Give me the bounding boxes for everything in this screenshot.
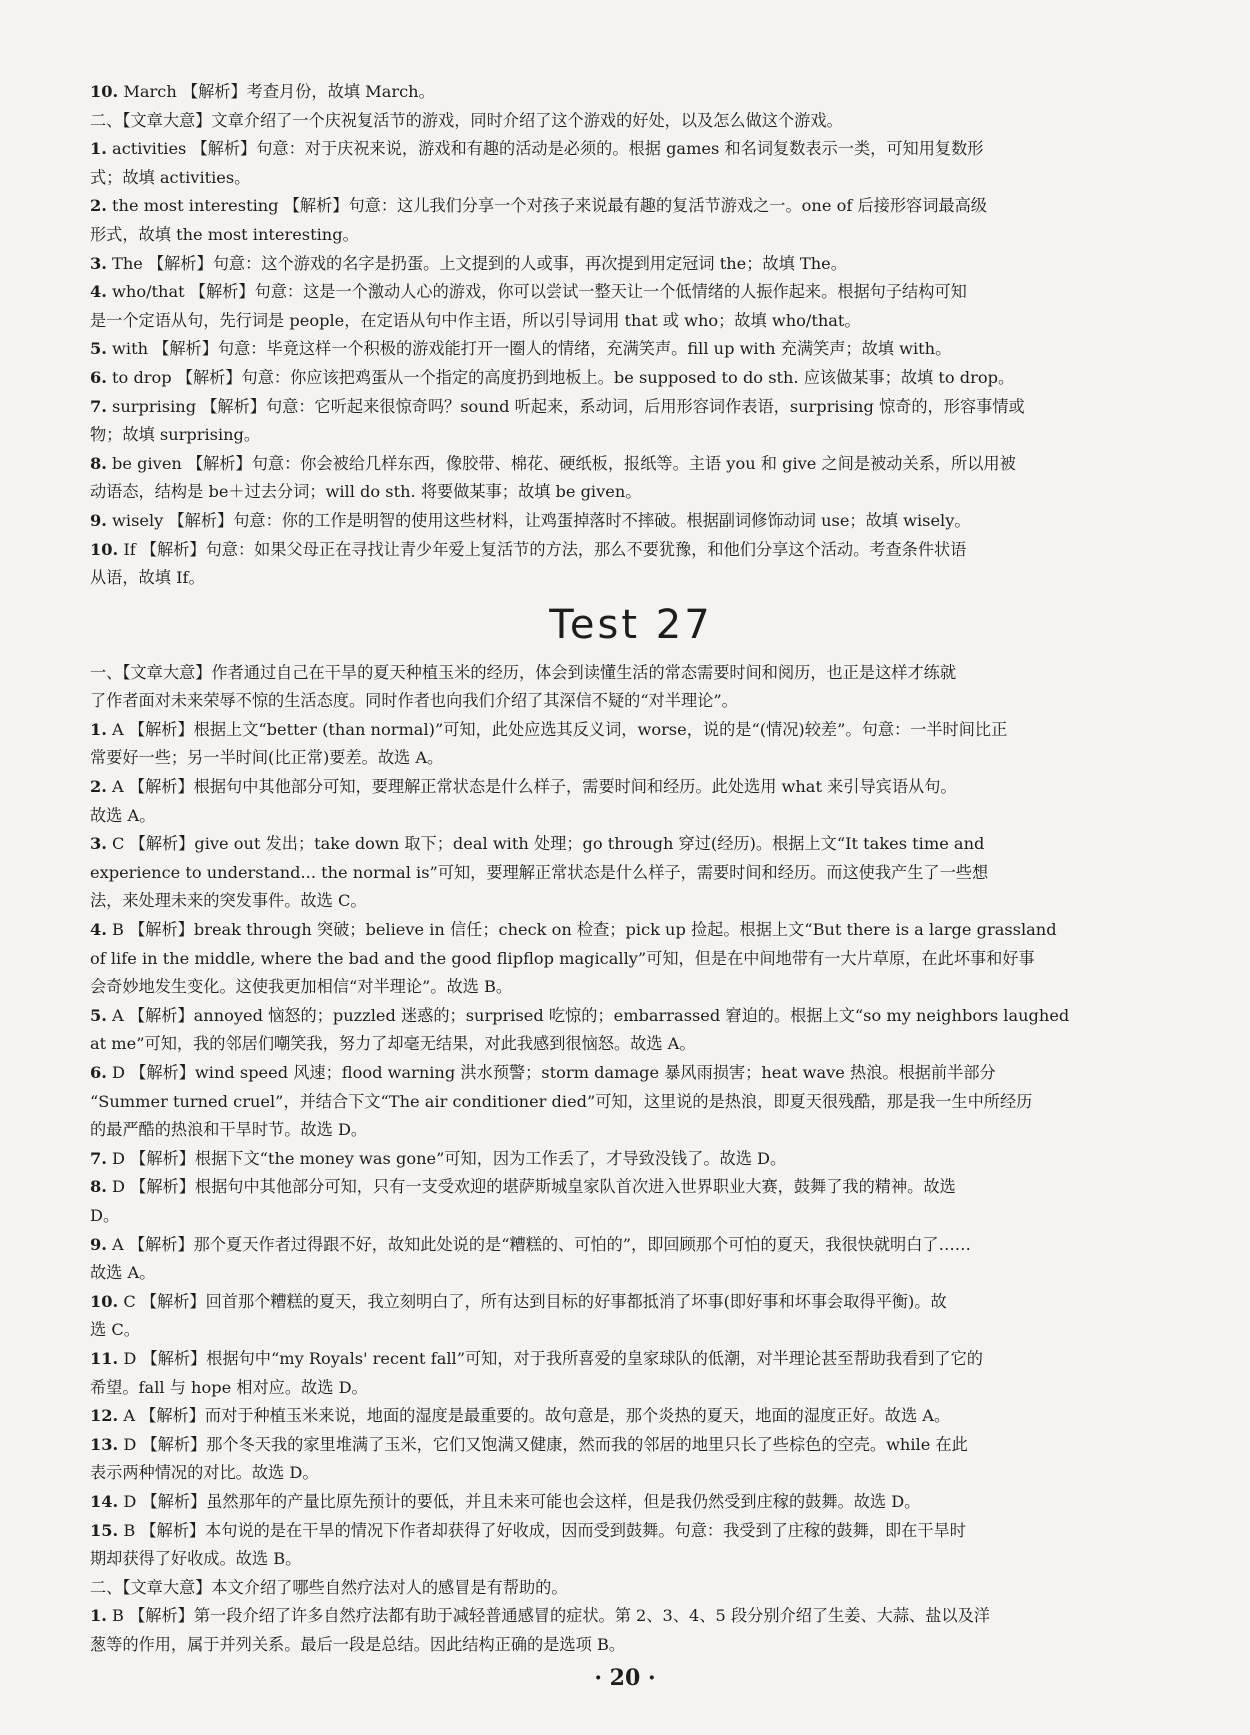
text-line xyxy=(90,1602,1172,1631)
line-text: A 【解析】根据句中其他部分可知，要理解正常状态是什么样子，需要时间和经历。此处选用 what 来引导宾语从句。 xyxy=(106,777,957,797)
line-text: 动语态，结构是 be＋过去分词；will do sth. 将要做某事；故填 be given。 xyxy=(90,482,642,502)
text-line xyxy=(90,1402,1172,1431)
text-line xyxy=(90,1231,1172,1260)
line-text: 希望。fall 与 hope 相对应。故选 D。 xyxy=(90,1377,368,1397)
text-line xyxy=(90,1173,1172,1202)
text-line xyxy=(90,1631,1172,1660)
text-line xyxy=(90,1202,1172,1231)
line-text: 葱等的作用，属于并列关系。最后一段是总结。因此结构正确的是选项 B。 xyxy=(90,1634,626,1654)
text-line xyxy=(90,1545,1172,1574)
line-text: 会奇妙地发生变化。这使我更加相信“对半理论”。故选 B。 xyxy=(90,977,513,997)
item-number: 1. xyxy=(90,139,107,159)
text-line xyxy=(90,773,1172,802)
line-text: 一、【文章大意】作者通过自己在干旱的夏天种植玉米的经历，体会到读懂生活的常态需要时间和阅历，也正是这样才练就 xyxy=(90,662,957,682)
item-number: 15. xyxy=(90,1520,119,1540)
text-line xyxy=(90,250,1172,279)
line-text: surprising 【解析】句意：它听起来很惊奇吗？sound 听起来，系动词，后用形容词作表语，surprising 惊奇的，形容事情或 xyxy=(106,396,1025,416)
text-line xyxy=(90,945,1172,974)
text-line xyxy=(90,1259,1172,1288)
item-number: 7. xyxy=(90,1148,107,1168)
line-text: 选 C。 xyxy=(90,1320,140,1340)
text-line xyxy=(90,744,1172,773)
line-text: “Summer turned cruel”，并结合下文“The air conditioner died”可知，这里说的是热浪，即夏天很残酷，那是我一生中所经历 xyxy=(90,1091,1033,1111)
line-text: 常要好一些；另一半时间(比正常)要差。故选 A。 xyxy=(90,748,444,768)
text-line xyxy=(90,1030,1172,1059)
item-number: 10. xyxy=(90,1291,119,1311)
text-line xyxy=(90,1059,1172,1088)
text-line xyxy=(90,916,1172,945)
item-number: 9. xyxy=(90,510,107,530)
item-number: 7. xyxy=(90,396,107,416)
item-number: 8. xyxy=(90,1177,107,1197)
text-line xyxy=(90,1574,1172,1603)
text-line xyxy=(90,564,1172,593)
text-line xyxy=(90,687,1172,716)
item-number: 6. xyxy=(90,1063,107,1082)
line-text: 故选 A。 xyxy=(90,805,156,825)
item-number: 1. xyxy=(90,719,107,739)
text-line xyxy=(90,393,1172,422)
text-line xyxy=(90,78,1172,107)
line-text: 从语，故填 If。 xyxy=(90,568,205,588)
line-text: A 【解析】而对于种植玉米来说，地面的湿度是最重要的。故句意是，那个炎热的夏天，地面的湿度正好。故选 A。 xyxy=(118,1406,951,1426)
line-text: A 【解析】根据上文“better (than normal)”可知，此处应选其反义词，worse，说的是“(情况)较差”。句意：一半时间比正 xyxy=(106,719,1008,739)
line-text: March 【解析】考查月份，故填 March。 xyxy=(118,82,435,101)
line-text: C 【解析】give out 发出；take down 取下；deal with 处理；go through 穿过(经历)。根据上文“It takes time and xyxy=(106,834,985,854)
text-line xyxy=(90,278,1172,307)
line-text: 物；故填 surprising。 xyxy=(90,425,261,445)
line-text: the most interesting 【解析】句意：这儿我们分享一个对孩子来说最有趣的复活节游戏之一。one of 后接形容词最高级 xyxy=(106,196,987,216)
text-line xyxy=(90,221,1172,250)
text-line xyxy=(90,1088,1172,1117)
line-text: D 【解析】根据句中其他部分可知，只有一支受欢迎的堪萨斯城皇家队首次进入世界职业大赛，鼓舞了我的精神。故选 xyxy=(106,1177,956,1197)
text-line xyxy=(90,830,1172,859)
text-line xyxy=(90,1316,1172,1345)
item-number: 12. xyxy=(90,1406,119,1426)
item-number: 2. xyxy=(90,777,107,797)
test-title: Test 27 xyxy=(549,601,713,648)
text-line xyxy=(90,659,1172,688)
text-line xyxy=(90,536,1172,565)
page-number: · 20 · xyxy=(594,1665,656,1691)
line-text: 二、【文章大意】本文介绍了哪些自然疗法对人的感冒是有帮助的。 xyxy=(90,1577,568,1597)
item-number: 3. xyxy=(90,253,107,273)
line-text: who/that 【解析】句意：这是一个激动人心的游戏，你可以尝试一整天让一个低情绪的人振作起来。根据句子结构可知 xyxy=(106,282,967,302)
text-line xyxy=(90,1374,1172,1403)
item-number: 5. xyxy=(90,339,107,359)
text-line xyxy=(90,421,1172,450)
text-line xyxy=(90,802,1172,831)
line-text: D 【解析】那个冬天我的家里堆满了玉米，它们又饱满又健康，然而我的邻居的地里只长了些棕色的空壳。while 在此 xyxy=(118,1434,968,1454)
line-text: with 【解析】句意：毕竟这样一个积极的游戏能打开一圈人的情绪，充满笑声。fill up with 充满笑声；故填 with。 xyxy=(106,339,952,359)
line-text: wisely 【解析】句意：你的工作是明智的使用这些材料，让鸡蛋掉落时不摔破。根据副词修饰动词 use；故填 wisely。 xyxy=(106,510,971,530)
text-line xyxy=(90,859,1172,888)
line-text: D 【解析】wind speed 风速；flood warning 洪水预警；storm damage 暴风雨损害；heat wave 热浪。根据前半部分 xyxy=(106,1063,996,1082)
item-number: 6. xyxy=(90,367,107,387)
item-number: 13. xyxy=(90,1434,119,1454)
text-line xyxy=(90,364,1172,393)
item-number: 14. xyxy=(90,1491,119,1511)
text-line xyxy=(90,450,1172,479)
text-line xyxy=(90,164,1172,193)
item-number: 4. xyxy=(90,920,107,940)
line-text: be given 【解析】句意：你会被给几样东西，像胶带、棉花、硬纸板，报纸等。主语 you 和 give 之间是被动关系，所以用被 xyxy=(106,453,1016,473)
text-line xyxy=(90,1431,1172,1460)
text-line xyxy=(90,192,1172,221)
line-text: at me”可知，我的邻居们嘲笑我，努力了却毫无结果，对此我感到很恼怒。故选 A。 xyxy=(90,1034,696,1054)
text-line xyxy=(90,1116,1172,1145)
text-line xyxy=(90,716,1172,745)
item-number: 9. xyxy=(90,1234,107,1254)
text-line xyxy=(90,1345,1172,1374)
line-text: D 【解析】虽然那年的产量比原先预计的要低，并且未来可能也会这样，但是我仍然受到庄稼的鼓舞。故选 D。 xyxy=(118,1491,921,1511)
line-text: 表示两种情况的对比。故选 D。 xyxy=(90,1463,319,1483)
line-text: 了作者面对未来荣辱不惊的生活态度。同时作者也向我们介绍了其深信不疑的“对半理论”。 xyxy=(90,691,738,711)
text-line xyxy=(90,507,1172,536)
item-number: 3. xyxy=(90,834,107,854)
line-text: C 【解析】回首那个糟糕的夏天，我立刻明白了，所有达到目标的好事都抵消了坏事(即好事和坏事会取得平衡)。故 xyxy=(118,1291,947,1311)
text-line xyxy=(90,1517,1172,1546)
text-line xyxy=(90,478,1172,507)
line-text: 故选 A。 xyxy=(90,1263,156,1283)
item-number: 5. xyxy=(90,1005,107,1025)
line-text: B 【解析】break through 突破；believe in 信任；check on 检查；pick up 捡起。根据上文“But there is a large grassland xyxy=(106,920,1057,940)
line-text: 形式，故填 the most interesting。 xyxy=(90,224,359,244)
answer-section-previous xyxy=(90,78,1172,593)
item-number: 4. xyxy=(90,282,107,302)
line-text: 二、【文章大意】文章介绍了一个庆祝复活节的游戏，同时介绍了这个游戏的好处，以及怎么做这个游戏。 xyxy=(90,110,843,130)
text-line xyxy=(90,1288,1172,1317)
text-line xyxy=(90,973,1172,1002)
text-line xyxy=(90,135,1172,164)
text-line xyxy=(90,107,1172,136)
item-number: 8. xyxy=(90,453,107,473)
line-text: 的最严酷的热浪和干旱时节。故选 D。 xyxy=(90,1120,368,1140)
text-line xyxy=(90,335,1172,364)
line-text: 期却获得了好收成。故选 B。 xyxy=(90,1549,302,1569)
line-text: The 【解析】句意：这个游戏的名字是扔蛋。上文提到的人或事，再次提到用定冠词 the；故填 The。 xyxy=(106,253,847,273)
line-text: to drop 【解析】句意：你应该把鸡蛋从一个指定的高度扔到地板上。be supposed to do sth. 应该做某事；故填 to drop。 xyxy=(106,367,1015,387)
line-text: D 【解析】根据下文“the money was gone”可知，因为工作丢了，才导致没钱了。故选 D。 xyxy=(106,1148,787,1168)
line-text: If 【解析】句意：如果父母正在寻找让青少年爱上复活节的方法，那么不要犹豫，和他们分享这个活动。考查条件状语 xyxy=(118,539,967,559)
item-number: 10. xyxy=(90,82,119,101)
text-line xyxy=(90,1145,1172,1174)
line-text: of life in the middle, where the bad and the good flipflop magically”可知，但是在中间地带有一大片草原，在此坏事和好事 xyxy=(90,948,1035,968)
line-text: B 【解析】第一段介绍了许多自然疗法都有助于减轻普通感冒的症状。第 2、3、4、5 段分别介绍了生姜、大蒜、盐以及洋 xyxy=(106,1606,990,1626)
line-text: 法，来处理未来的突发事件。故选 C。 xyxy=(90,891,367,911)
line-text: 式；故填 activities。 xyxy=(90,167,251,187)
item-number: 2. xyxy=(90,196,107,216)
text-line xyxy=(90,1488,1172,1517)
item-number: 11. xyxy=(90,1348,119,1368)
line-text: D。 xyxy=(90,1205,120,1225)
item-number: 10. xyxy=(90,539,119,559)
line-text: A 【解析】那个夏天作者过得跟不好，故知此处说的是“糟糕的、可怕的”，即回顾那个可怕的夏天，我很快就明白了…… xyxy=(106,1234,971,1254)
text-line xyxy=(90,887,1172,916)
line-text: A 【解析】annoyed 恼怒的；puzzled 迷惑的；surprised 吃惊的；embarrassed 窘迫的。根据上文“so my neighbors laughed xyxy=(106,1005,1070,1025)
line-text: experience to understand... the normal is”可知，要理解正常状态是什么样子，需要时间和经历。而这使我产生了一些想 xyxy=(90,862,989,882)
text-line xyxy=(90,1459,1172,1488)
line-text: activities 【解析】句意：对于庆祝来说，游戏和有趣的活动是必须的。根据 games 和名词复数表示一类，可知用复数形 xyxy=(106,139,984,159)
line-text: D 【解析】根据句中“my Royals' recent fall”可知，对于我所喜爱的皇家球队的低潮，对半理论甚至帮助我看到了它的 xyxy=(118,1348,983,1368)
text-line xyxy=(90,1002,1172,1031)
answer-section-test27 xyxy=(90,659,1172,1660)
line-text: B 【解析】本句说的是在干旱的情况下作者却获得了好收成，因而受到鼓舞。句意：我受到了庄稼的鼓舞，即在干旱时 xyxy=(118,1520,966,1540)
line-text: 是一个定语从句，先行词是 people，在定语从句中作主语，所以引导词用 that 或 who；故填 who/that。 xyxy=(90,310,861,330)
item-number: 1. xyxy=(90,1606,107,1626)
text-line xyxy=(90,307,1172,336)
